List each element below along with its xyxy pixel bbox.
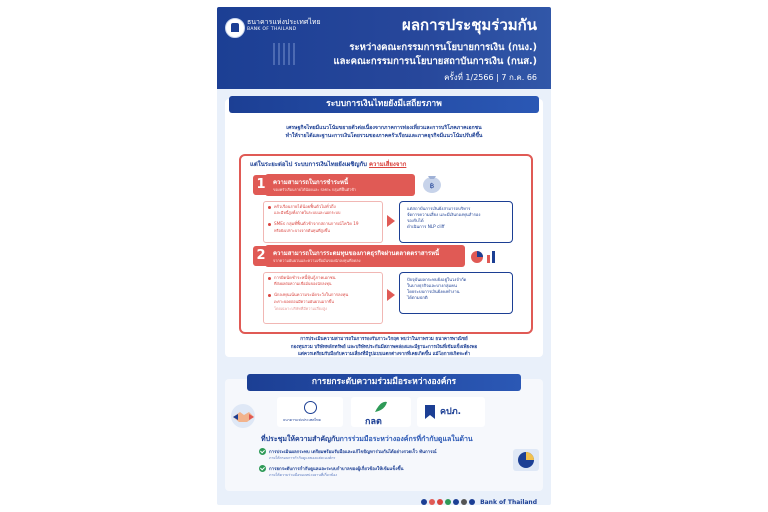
- summary-line-3: แต่ควรเตรียมรับมือกับความเสี่ยงที่มีรูปแบบแตกต่างจากที่เคยเกิดขึ้น แม้โอกาสเกิดจะต่ำ: [297, 352, 471, 357]
- risk1-card-line-1: แต่สถาบันการเงินยังสามารถบริหาร: [407, 206, 471, 211]
- risk1-number: 1: [253, 175, 269, 195]
- risk-box-title-text: แต่ในระยะต่อไป ระบบการเงินไทยยังเผชิญกับ: [250, 161, 367, 168]
- bank-name-en: BANK OF THAILAND: [247, 27, 297, 32]
- summary-line-1: การประเมินความสามารถในการรองรับภาวะวิกฤต พบว่าในภาพรวม ธนาคารพาณิชย์: [300, 337, 468, 342]
- cooperation-question-prefix: ที่ประชุมให้ความสำคัญกับ: [261, 435, 340, 443]
- line-icon[interactable]: [445, 499, 451, 505]
- risk2-card-line-3: โดยระบบการเงินยังคงทำงาน: [407, 289, 460, 294]
- risk2-bullet-1: การผิดนัดชำระหนี้หุ้นกู้ภาคเอกชน: [274, 275, 336, 280]
- risk1-card-line-4: ดำเนินการ NLP cliff: [407, 224, 445, 229]
- meeting-info: ครั้งที่ 1/2566 | 7 ก.ค. 66: [444, 73, 537, 82]
- tiktok-icon[interactable]: [461, 499, 467, 505]
- bullet-dot-icon: [268, 294, 271, 297]
- risk1-card-line-2: จัดการความเสี่ยง และมีเงินกองทุนสำรอง: [407, 212, 481, 217]
- intro-line-2: ทำให้รายได้และฐานะการเงินโดยรวมของภาคครัวเรือนและภาคธุรกิจมีแนวโน้มปรับดีขึ้น: [285, 133, 483, 139]
- handshake-icon: [229, 403, 257, 429]
- twitter-icon[interactable]: [453, 499, 459, 505]
- bullet-dot-icon: [268, 206, 271, 209]
- org-name-sec: กลต: [365, 417, 382, 427]
- org-logo-oic: [417, 397, 485, 427]
- org-name-oic: คปภ.: [440, 407, 462, 417]
- summary-text: [237, 336, 531, 359]
- org-logo-sec: [351, 397, 411, 427]
- infographic: [217, 7, 551, 505]
- risk-box-title: [250, 159, 406, 169]
- sec-leaf-icon: [373, 400, 389, 414]
- bullet-dot-icon: [268, 277, 271, 280]
- section-cooperation-heading: การยกระดับความร่วมมือระหว่างองค์กร: [247, 374, 521, 391]
- svg-text:฿: ฿: [429, 182, 435, 190]
- org-logo-bot: [277, 397, 343, 427]
- chart-icon: [469, 247, 499, 265]
- risk1-bullet-1b: และมีหนี้สูงทั้งภาคในระบบและนอกระบบ: [274, 210, 341, 215]
- risk2-number: 2: [253, 246, 269, 266]
- bot-logo-icon: [225, 18, 245, 38]
- risk2-bullet-2: นักลงทุนเน้นความระมัดระวังในการลงทุน: [274, 292, 349, 297]
- risk1-desc: ของครัวเรือนรายได้น้อยและ SMEs กลุ่มที่ฟื้นตัวช้า: [273, 187, 357, 192]
- risk2-title: ความสามารถในการระดมทุนของภาคธุรกิจผ่านตลาดตราสารหนี้: [273, 250, 440, 257]
- risk-box-title-highlight: ความเสี่ยงจาก: [368, 161, 407, 168]
- globe-chart-icon: [509, 445, 543, 475]
- risk1-title: ความสามารถในการชำระหนี้: [273, 179, 349, 186]
- summary-line-2: กองทุนรวม บริษัทหลักทรัพย์ และบริษัทประกันมีสภาพคล่องและมีฐานะการเงินที่เข้มแข็งเพียงพอ: [290, 344, 478, 350]
- bot-seal-icon: [304, 401, 317, 414]
- cooperation-question-highlight: การร่วมมือระหว่างองค์กรที่กำกับดูแลในด้าน: [339, 435, 473, 443]
- page-title: ผลการประชุมร่วมกัน: [402, 16, 537, 34]
- money-bag-icon: [421, 170, 443, 194]
- cooperation-point-2: การยกระดับการกำกับดูแลและระบบกำบาลของผู้เกี่ยวข้องให้เข้มแข็งขึ้น: [269, 467, 404, 472]
- risk1-bullet-2b: หรือยังเปราะบางจากต้นทุนที่สูงขึ้น: [274, 228, 330, 233]
- cooperation-question: [261, 434, 473, 445]
- risk2-bullet-2c: โดยเฉพาะบริษัทที่มีความเสี่ยงสูง: [274, 306, 327, 311]
- risk1-card-line-3: รองรับได้: [407, 218, 424, 223]
- org-name-bot: ธนาคารแห่งประเทศไทย: [283, 418, 321, 422]
- header-banner: [217, 7, 551, 89]
- youtube-icon[interactable]: [429, 499, 435, 505]
- intro-line-1: เศรษฐกิจไทยมีแนวโน้มขยายตัวต่อเนื่องจากภาคการท่องเที่ยวและการบริโภคภาคเอกชน: [286, 125, 482, 131]
- instagram-icon[interactable]: [437, 499, 443, 505]
- risk1-bullet-2: SMEs กลุ่มที่ฟื้นตัวช้าจากสถานการณ์โควิด 19: [274, 221, 359, 226]
- risk2-desc: จากความผันผวนและความเชื่อมั่นของนักลงทุนที่ลดลง: [273, 258, 361, 263]
- arrow-right-icon: [387, 215, 395, 227]
- bullet-dot-icon: [268, 223, 271, 226]
- risk2-card-line-1: ปัจจุบันผลกระทบยังอยู่ในวงจำกัด: [407, 277, 467, 282]
- check-icon: [259, 465, 266, 472]
- risk2-bullet-1b: ที่ส่งผลต่อความเชื่อมั่นของนักลงทุน: [274, 281, 332, 286]
- cooperation-point-2-sub: ภายใต้ความร่วมมือของหน่วยงานที่เกี่ยวข้อง: [269, 473, 338, 477]
- cooperation-point-1-sub: ภายใต้กรอบการกำกับดูแลของแต่ละองค์กร: [269, 456, 336, 460]
- subtitle-mpc: ระหว่างคณะกรรมการนโยบายการเงิน (กนง.): [349, 42, 537, 53]
- subtitle-fipc: และคณะกรรมการนโยบายสถาบันการเงิน (กนส.): [333, 56, 537, 67]
- check-icon: [259, 448, 266, 455]
- risk2-card-line-4: ได้ตามปกติ: [407, 295, 428, 300]
- risk2-card-line-2: ในบางธุรกิจและบางกลุ่มคน: [407, 283, 457, 288]
- cooperation-point-1: การประเมินผลกระทบ เตรียมพร้อมรับมือและแก้ไขปัญหาร่วมกันได้อย่างรวดเร็ว ทันการณ์: [269, 450, 437, 455]
- intro-text: [231, 124, 537, 140]
- risk1-bullet-1: ครัวเรือนรายได้น้อยฟื้นตัวไม่ทั่วถึง: [274, 204, 336, 209]
- footer-brand: Bank of Thailand: [480, 499, 537, 505]
- facebook-icon[interactable]: [421, 499, 427, 505]
- arrow-right-icon: [387, 289, 395, 301]
- decorative-chart-icon: [273, 43, 295, 65]
- section-stability-heading: ระบบการเงินไทยยังมีเสถียรภาพ: [229, 96, 539, 113]
- bank-name-th: ธนาคารแห่งประเทศไทย: [247, 18, 321, 26]
- bot-icon[interactable]: [469, 499, 475, 505]
- oic-emblem-icon: [423, 403, 437, 421]
- risk2-bullet-2b: เพราะยอดถอนมีความผันผวนมากขึ้น: [274, 299, 334, 304]
